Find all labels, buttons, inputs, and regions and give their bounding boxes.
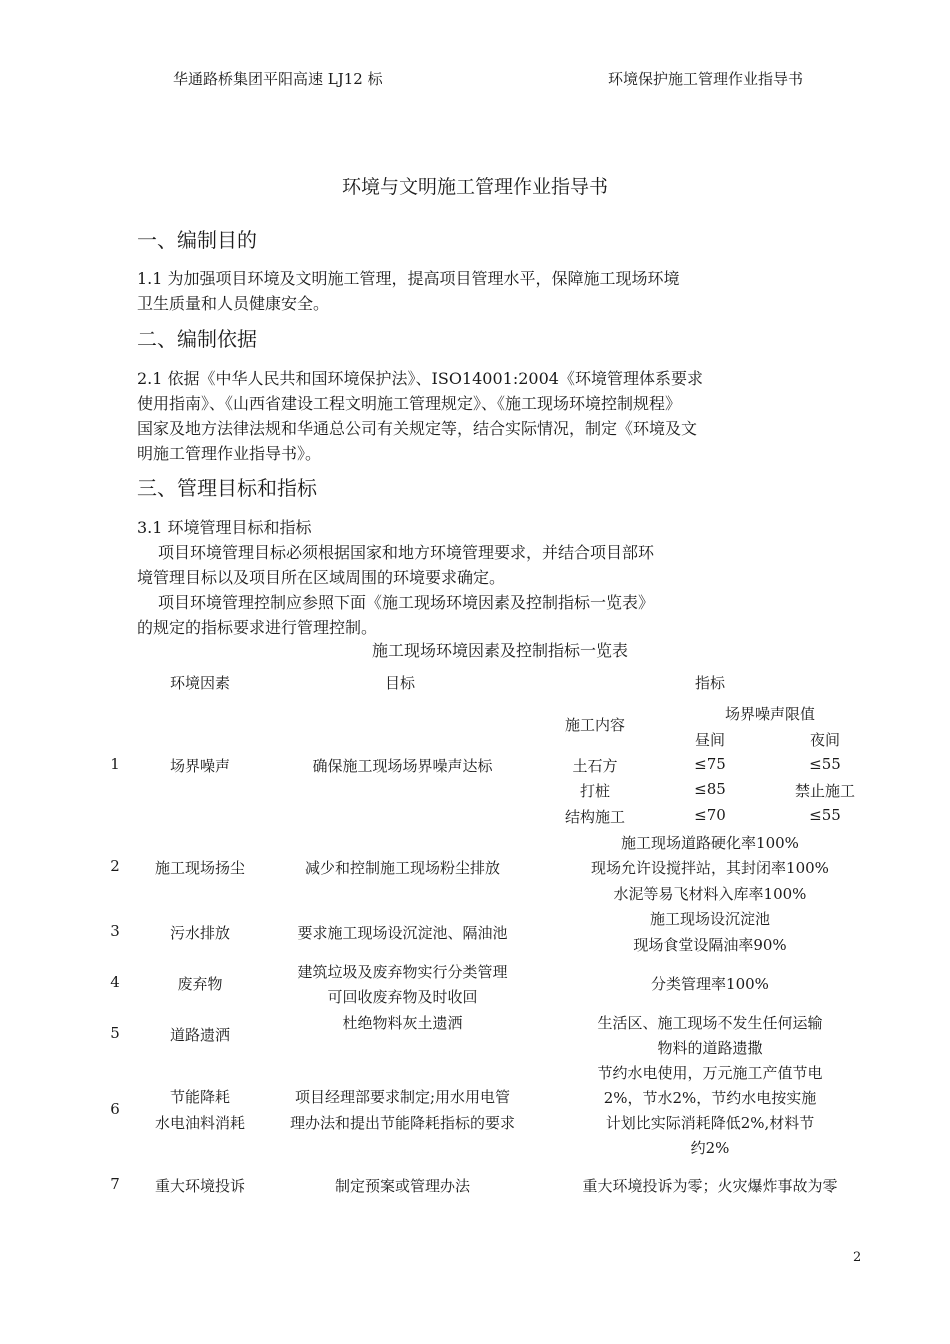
- noise-day-value: ≤70: [694, 806, 726, 824]
- header-goal: 目标: [384, 674, 415, 692]
- row-number: 5: [110, 1024, 120, 1042]
- noise-night-value: 禁止施工: [794, 782, 855, 800]
- document-title: 环境与文明施工管理作业指导书: [341, 176, 608, 198]
- noise-day-header: 昼间: [694, 731, 725, 749]
- noise-day-value: ≤75: [694, 755, 726, 773]
- row-number: 4: [110, 973, 120, 991]
- row-index: 重大环境投诉为零；火灾爆炸事故为零: [582, 1177, 838, 1195]
- row-factor: 污水排放: [169, 924, 230, 942]
- row-goal-line: 可回收废弃物及时收回: [327, 988, 478, 1006]
- row-goal-line: 项目经理部要求制定;用水用电管: [294, 1088, 511, 1106]
- row-factor: 重大环境投诉: [154, 1177, 245, 1195]
- section-3-line: 境管理目标以及项目所在区域周围的环境要求确定。: [137, 568, 506, 587]
- row-index-line: 物料的道路遗撒: [657, 1039, 763, 1057]
- row-goal: 确保施工现场场界噪声达标: [312, 757, 493, 775]
- section-2-line: 明施工管理作业指导书》。: [137, 444, 322, 463]
- section-3-line: 项目环境管理控制应参照下面《施工现场环境因素及控制指标一览表》: [158, 593, 655, 612]
- row-goal: 杜绝物料灰土遗洒: [342, 1014, 463, 1032]
- row-factor: 废弃物: [177, 975, 223, 993]
- row-factor-line: 水电油料消耗: [154, 1114, 245, 1132]
- section-1-line: 卫生质量和人员健康安全。: [137, 294, 330, 313]
- row-index-line: 生活区、施工现场不发生任何运输: [597, 1014, 823, 1032]
- section-2-line: 2.1 依据《中华人民共和国环境保护法》、ISO14001:2004《环境管理体系要求: [137, 369, 703, 388]
- row-index-line: 施工现场设沉淀池: [649, 910, 770, 928]
- row-index-line: 水泥等易飞材料入库率100%: [613, 885, 807, 903]
- noise-night-value: ≤55: [809, 755, 841, 773]
- section-2-line: 使用指南》、《山西省建设工程文明施工管理规定》、《施工现场环境控制规程》: [137, 394, 682, 413]
- section-3-line: 3.1 环境管理目标和指标: [137, 518, 312, 537]
- row-factor: 施工现场扬尘: [154, 859, 245, 877]
- row-factor: 场界噪声: [169, 757, 230, 775]
- noise-limit-header: 场界噪声限值: [724, 705, 815, 723]
- section-1-line: 1.1 为加强项目环境及文明施工管理，提高项目管理水平，保障施工现场环境: [137, 269, 680, 288]
- row-number: 6: [110, 1100, 120, 1118]
- noise-content: 土石方: [572, 757, 618, 775]
- noise-night-header: 夜间: [809, 731, 840, 749]
- header-index: 指标: [694, 674, 725, 692]
- row-number: 3: [110, 922, 120, 940]
- section-2-line: 国家及地方法律法规和华通总公司有关规定等，结合实际情况，制定《环境及文: [137, 419, 698, 438]
- row-goal-line: 理办法和提出节能降耗指标的要求: [289, 1114, 515, 1132]
- section-3-line: 项目环境管理目标必须根据国家和地方环境管理要求，并结合项目部环: [158, 543, 655, 562]
- noise-day-value: ≤85: [694, 780, 726, 798]
- row-index-line: 计划比实际消耗降低2%,材料节: [605, 1114, 815, 1132]
- row-factor-line: 节能降耗: [169, 1088, 230, 1106]
- section-3-line: 的规定的指标要求进行管理控制。: [137, 618, 378, 637]
- row-index-line: 现场允许设搅拌站，其封闭率100%: [591, 859, 829, 877]
- row-number: 2: [110, 857, 120, 875]
- section-1-heading: 一、编制目的: [137, 228, 257, 252]
- row-index-line: 2%，节水2%，节约水电按实施: [603, 1089, 817, 1107]
- row-number: 1: [110, 755, 120, 773]
- row-index-line: 约2%: [690, 1139, 730, 1157]
- row-goal: 要求施工现场设沉淀池、隔油池: [297, 924, 508, 942]
- row-goal: 减少和控制施工现场粉尘排放: [304, 859, 500, 877]
- noise-night-value: ≤55: [809, 806, 841, 824]
- page-number: 2: [853, 1250, 862, 1265]
- section-2-heading: 二、编制依据: [137, 327, 257, 351]
- table-caption: 施工现场环境因素及控制指标一览表: [371, 641, 628, 660]
- row-goal: 制定预案或管理办法: [334, 1177, 470, 1195]
- row-index: 分类管理率100%: [651, 975, 769, 993]
- header-right: 环境保护施工管理作业指导书: [608, 70, 804, 88]
- row-index-line: 现场食堂设隔油率90%: [633, 936, 787, 954]
- row-factor: 道路遗洒: [169, 1026, 230, 1044]
- header-factor: 环境因素: [169, 674, 230, 692]
- header-left: 华通路桥集团平阳高速 LJ12 标: [173, 70, 383, 88]
- section-3-heading: 三、管理目标和指标: [137, 476, 317, 500]
- row-goal-line: 建筑垃圾及废弃物实行分类管理: [297, 963, 508, 981]
- noise-content-header: 施工内容: [564, 716, 625, 734]
- row-number: 7: [110, 1175, 120, 1193]
- row-index-line: 施工现场道路硬化率100%: [621, 834, 799, 852]
- noise-content: 打桩: [579, 782, 610, 800]
- row-index-line: 节约水电使用，万元施工产值节电: [597, 1064, 823, 1082]
- noise-content: 结构施工: [564, 808, 625, 826]
